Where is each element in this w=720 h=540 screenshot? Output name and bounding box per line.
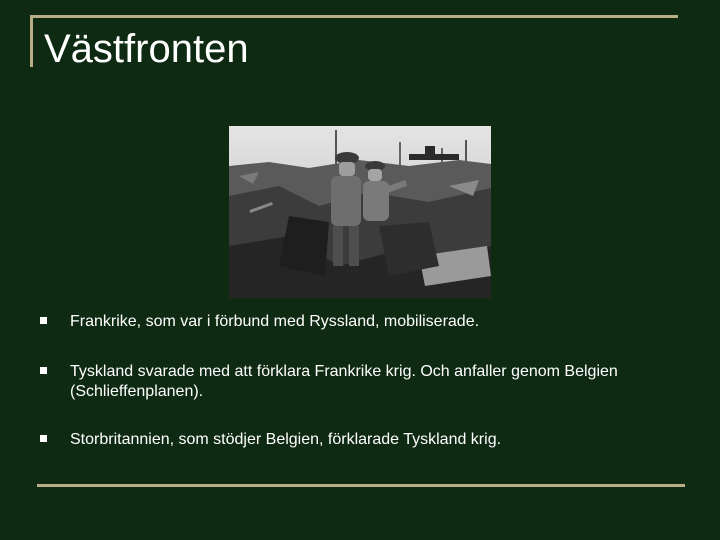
square-bullet-icon	[40, 367, 47, 374]
photo-illustration	[229, 126, 491, 298]
bullet-text: Storbritannien, som stödjer Belgien, förklarade Tyskland krig.	[70, 431, 502, 448]
footer-divider-line	[37, 484, 685, 487]
square-bullet-icon	[40, 317, 47, 324]
title-frame-top-line	[30, 15, 678, 18]
slide-title: Västfronten	[44, 27, 249, 71]
title-frame-left-line	[30, 15, 33, 67]
soldiers-in-trench-photo	[229, 126, 491, 298]
bullet-text: Tyskland svarade med att förklara Frankrike krig. Och anfaller genom Belgien (Schlieffenplanen).	[70, 363, 618, 400]
bullet-text: Frankrike, som var i förbund med Ryssland, mobiliserade.	[70, 313, 480, 330]
square-bullet-icon	[40, 435, 47, 442]
